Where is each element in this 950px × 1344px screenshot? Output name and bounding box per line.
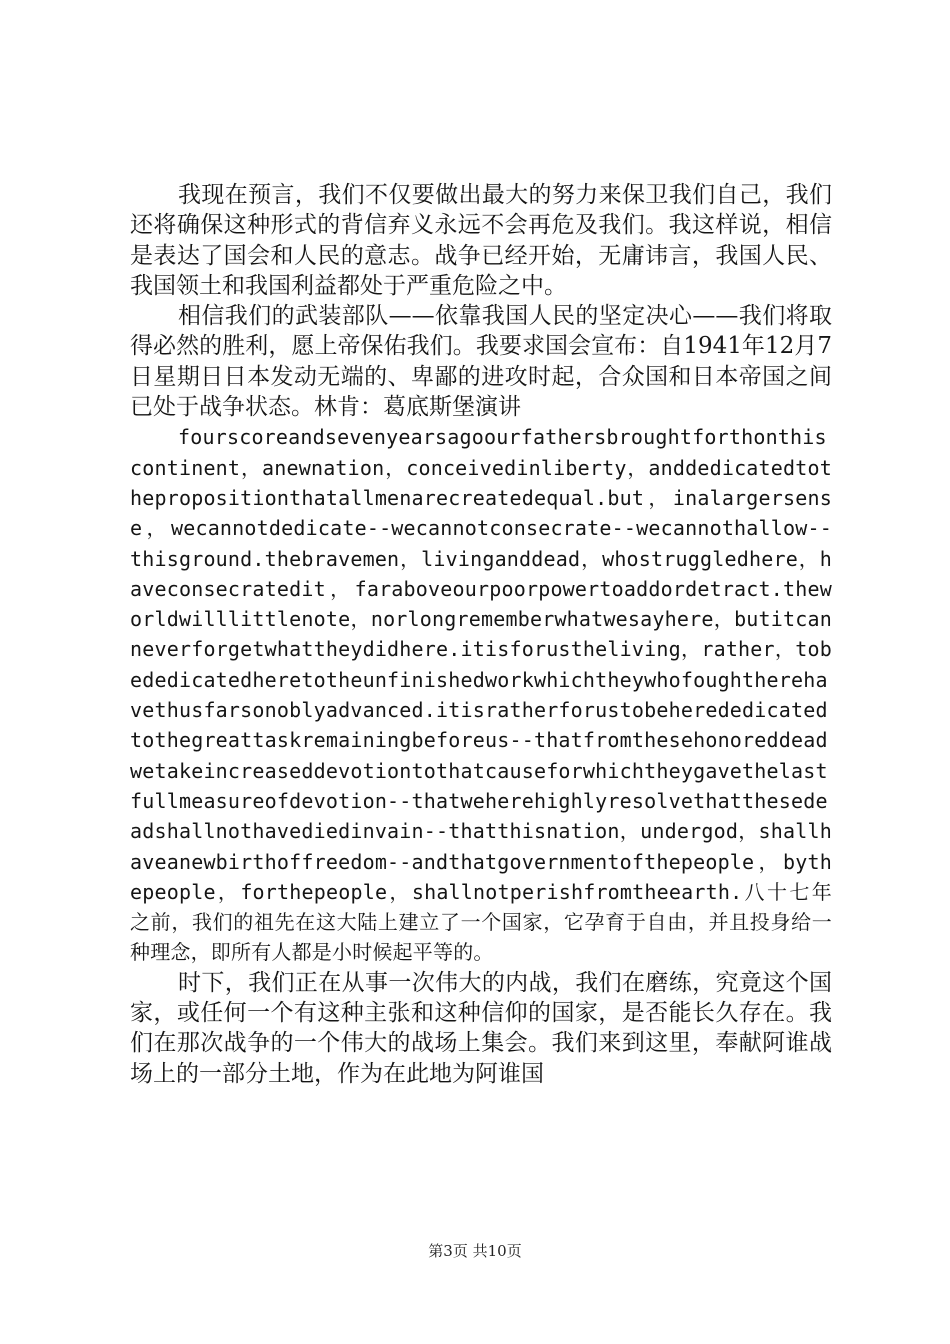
paragraph-declaration: 我现在预言，我们不仅要做出最大的努力来保卫我们自己，我们还将确保这种形式的背信弃义永远不会再危及我们。我这样说，相信是表达了国会和人民的意志。战争已经开始，无庸讳言，我国人民、我国领土和我国利益都处于严重危险之中。 [130, 182, 832, 299]
paragraph-war-state: 相信我们的武装部队——依靠我国人民的坚定决心——我们将取得必然的胜利，愿上帝保佑我们。我要求国会宣布：自1941年12月7日星期日日本发动无端的、卑鄙的进攻时起，合众国和日本帝国之间已处于战争状态。林肯：葛底斯堡演讲 [130, 303, 832, 421]
page-number: 第3页 共10页 [428, 1242, 522, 1260]
paragraph-civil-war: 时下，我们正在从事一次伟大的内战，我们在磨练，究竟这个国家，或任何一个有这种主张和这种信仰的国家，是否能长久存在。我们在那次战争的一个伟大的战场上集会。我们来到这里，奉献阿谁战场上的一部分土地，作为在此地为阿谁国 [130, 969, 832, 1087]
paragraph-gettysburg: fourscoreandsevenyearsagoourfathersbroughtforthonthiscontinent，anewnation，conceivedinliberty，anddedicatedtothepropositionthatallmenarecreatedequal.but，inalargersense，wecannotdedicate--wecannotconsecrate--wecannothallow--thisground.thebravemen，livinganddead，whostruggledhere，haveconsecratedit，faraboveourpoorpowertoaddordetract.theworldwilllittlenote，norlongrememberwhatwesayhere，butitcanneverforgetwhattheydidhere.itisforustheliving，rather，tobededicatedheretotheunfinishedworkwhichtheywhofoughtherehavethusfarsonoblyadvanced.itisratherforustobeherededicatedtothegreattaskremainingbeforeus--thatfromthesehonoreddeadwetakeincreaseddevotiontothatcauseforwhichtheygavethelastfullmeasureofdevotion--thatweherehighlyresolvethatthesedeadshallnothavediedinvain--thatthisnation，undergod，shallhaveanewbirthoffreedom--andthatgovernmentofthepeople，bythepeople，forthepeople，shallnotperishfromtheearth.八十七年之前，我们的祖先在这大陆上建立了一个国家，它孕育于自由，并且投身给一种理念，即所有人都是小时候起平等的。 [130, 425, 832, 965]
document-body [130, 180, 832, 1089]
